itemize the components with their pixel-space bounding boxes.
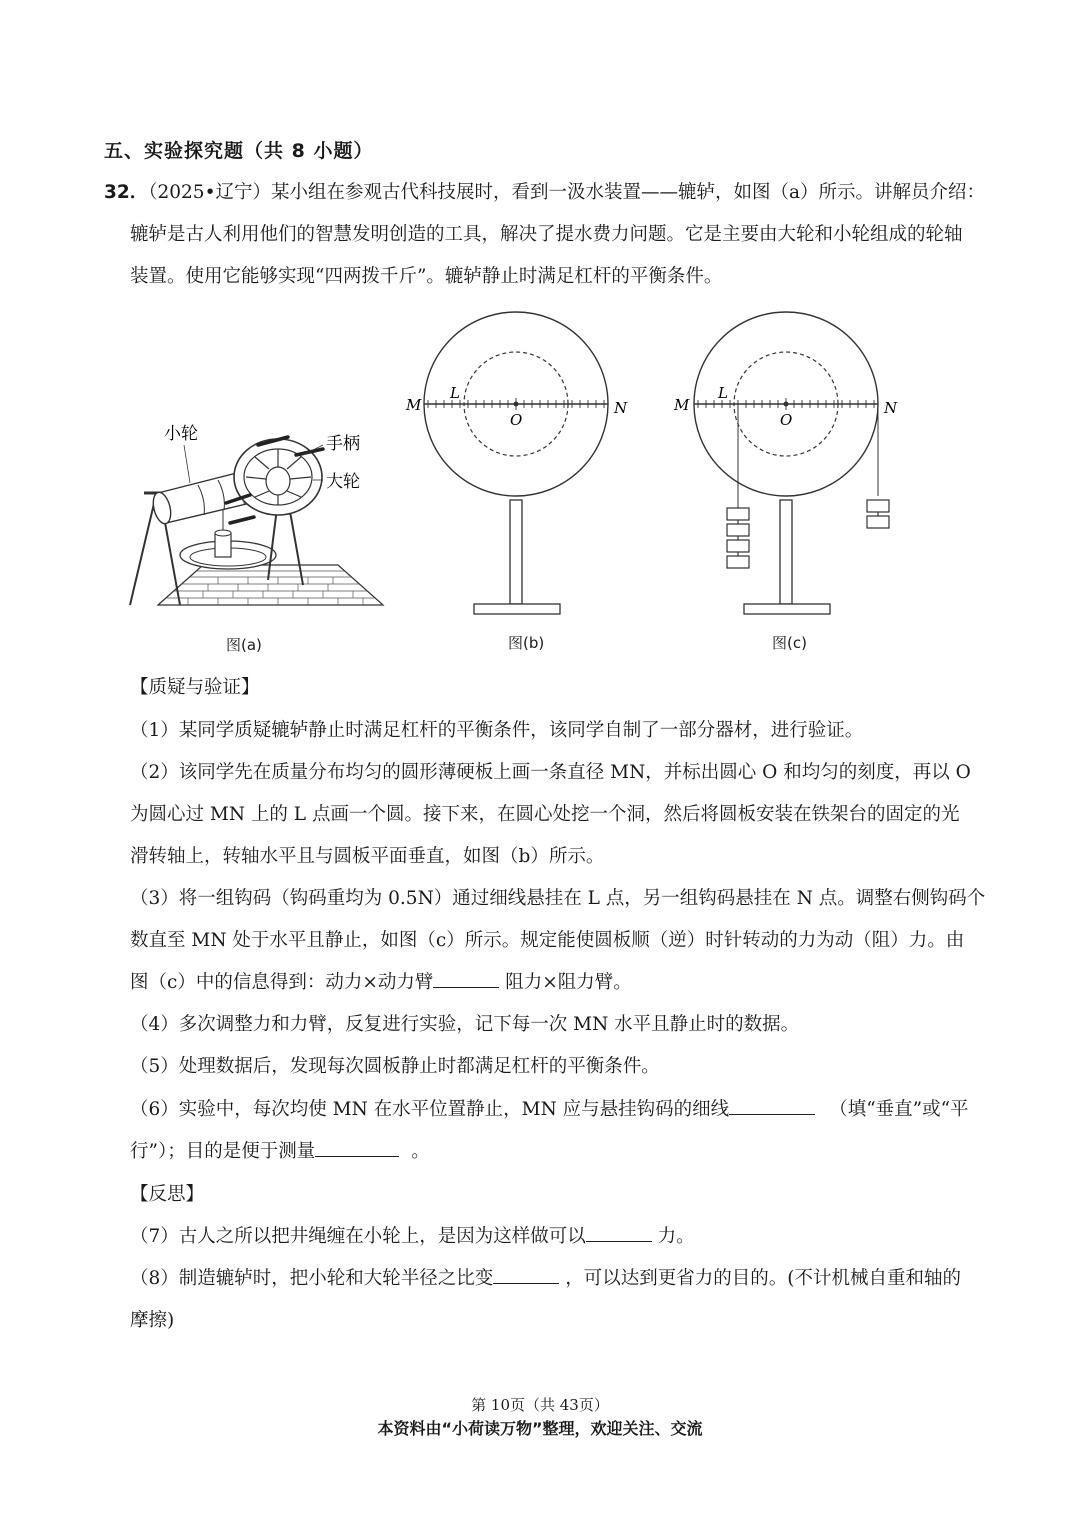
label-N: N xyxy=(614,399,628,417)
label-O: O xyxy=(510,411,523,429)
label-L: L xyxy=(718,384,728,402)
step-6-line-2 xyxy=(130,1137,430,1167)
caption-figure-c: 图(c) xyxy=(772,634,807,652)
brick-well-base xyxy=(158,565,383,605)
step-6-text-2-before-blank: 行”）；目的是便于测量 xyxy=(130,1141,316,1162)
step-6-text-before-blank: （6）实验中，每次均使 MN 在水平位置静止，MN 应与悬挂钩码的细线 xyxy=(130,1099,730,1120)
step-6-text-2-after-blank: 。 xyxy=(411,1141,430,1162)
label-small-wheel: 小轮 xyxy=(164,424,198,444)
figure-c-disk-with-weights xyxy=(670,308,910,618)
heading-question-verify: 【质疑与验证】 xyxy=(130,677,260,698)
step-4: （4）多次调整力和力臂，反复进行实验，记下每一次 MN 水平且静止时的数据。 xyxy=(130,1014,800,1035)
caption-figure-b: 图(b) xyxy=(508,634,545,652)
page-number: 第 10页（共 43页） xyxy=(471,1396,609,1414)
step-3-text-after-blank: 阻力×阻力臂。 xyxy=(499,972,632,993)
step-8-line-1 xyxy=(130,1264,961,1294)
step-1: （1）某同学质疑辘轳静止时满足杠杆的平衡条件，该同学自制了一部分器材，进行验证。 xyxy=(130,720,864,741)
heading-reflection: 【反思】 xyxy=(130,1184,205,1205)
step-3-line-3 xyxy=(130,968,632,998)
step-3-line-1: （3）将一组钩码（钩码重均为 0.5N）通过细线悬挂在 L 点，另一组钩码悬挂在 N 点。调整右侧钩码个 xyxy=(130,888,986,909)
step-7-text-after-blank: 力。 xyxy=(651,1226,695,1247)
step-6-text-after-blank: （填“垂直”或“平 xyxy=(829,1099,969,1120)
step-7-text-before-blank: （7）古人之所以把井绳缠在小轮上，是因为这样做可以 xyxy=(130,1226,586,1247)
weights-at-N xyxy=(867,500,889,528)
step-2-line-3: 滑转轴上，转轴水平且与圆板平面垂直，如图（b）所示。 xyxy=(130,846,605,867)
question-line-1 xyxy=(104,178,985,208)
footer-note: 本资料由“小荷读万物”整理，欢迎关注、交流 xyxy=(377,1419,703,1438)
weights-at-L xyxy=(727,508,749,568)
step-3-text-before-blank: 图（c）中的信息得到：动力×动力臂 xyxy=(130,972,434,993)
label-N: N xyxy=(884,399,898,417)
step-2-line-2: 为圆心过 MN 上的 L 点画一个圆。接下来，在圆心处挖一个洞，然后将圆板安装在铁架台的固定的光 xyxy=(130,804,960,825)
label-handle: 手柄 xyxy=(326,434,360,454)
answer-blank-6a[interactable] xyxy=(729,1096,815,1115)
answer-blank-3[interactable] xyxy=(433,969,499,988)
label-M: M xyxy=(406,396,422,414)
step-8-line-2: 摩擦) xyxy=(130,1310,175,1331)
figure-a-windlass xyxy=(118,405,408,620)
caption-figure-a: 图(a) xyxy=(226,636,262,654)
stand xyxy=(744,500,830,614)
question-line-3: 装置。使用它能够实现“四两拨千斤”。辘轳静止时满足杠杆的平衡条件。 xyxy=(130,266,723,287)
label-O: O xyxy=(780,411,793,429)
question-line-2: 辘轳是古人利用他们的智慧发明创造的工具，解决了提水费力问题。它是主要由大轮和小轮组成的轮轴 xyxy=(130,224,963,245)
step-8-text-before-blank: （8）制造辘轳时，把小轮和大轮半径之比变 xyxy=(130,1268,494,1289)
step-5: （5）处理数据后，发现每次圆板静止时都满足杠杆的平衡条件。 xyxy=(130,1056,660,1077)
question-text: （2025•辽宁）某小组在参观古代科技展时，看到一汲水装置——辘轳，如图（a）所示。讲解员介绍： xyxy=(148,182,986,203)
step-8-text-after-blank: ，可以达到更省力的目的。(不计机械自重和轴的 xyxy=(565,1268,962,1289)
step-6-line-1 xyxy=(130,1095,969,1125)
answer-blank-6b[interactable] xyxy=(315,1138,399,1157)
label-big-wheel: 大轮 xyxy=(326,472,360,492)
stand xyxy=(474,500,560,614)
bucket xyxy=(215,533,231,557)
answer-blank-7[interactable] xyxy=(586,1223,652,1242)
label-M: M xyxy=(674,396,690,414)
figure-b-disk xyxy=(400,308,630,618)
step-2-line-1: （2）该同学先在质量分布均匀的圆形薄硬板上画一条直径 MN，并标出圆心 O 和均匀的刻度，再以 O xyxy=(130,762,971,783)
label-L: L xyxy=(450,384,460,402)
step-7 xyxy=(130,1222,695,1252)
section-title: 五、实验探究题（共 8 小题） xyxy=(104,140,374,162)
answer-blank-8[interactable] xyxy=(493,1265,559,1284)
question-number: 32． xyxy=(104,182,149,203)
step-3-line-2: 数直至 MN 处于水平且静止，如图（c）所示。规定能使圆板顺（逆）时针转动的力为动（阻）力。由 xyxy=(130,930,965,951)
